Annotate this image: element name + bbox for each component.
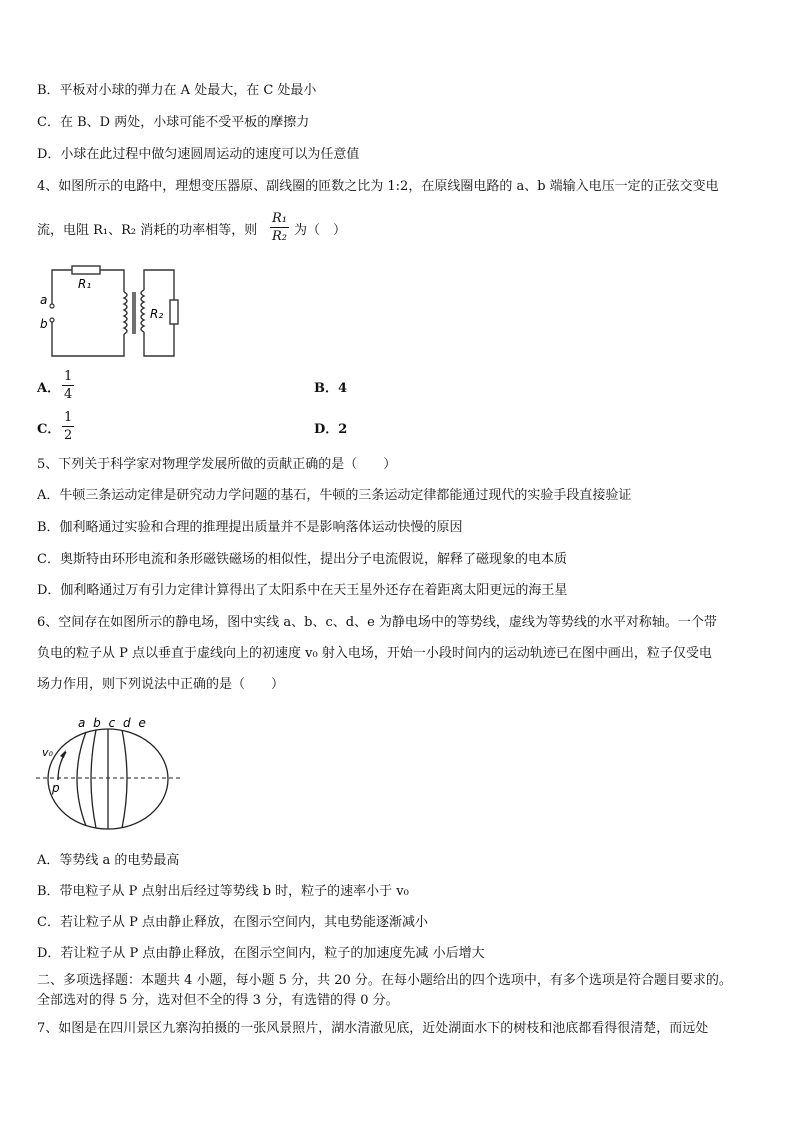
q6-point-p-label: p	[52, 781, 60, 795]
q6-equipotential-labels: a b c d e	[78, 716, 148, 730]
section2-heading-line2: 全部选对的得 5 分，选对但不全的得 3 分，有选错的得 0 分。	[37, 993, 399, 1008]
section2-heading-line1: 二、多项选择题：本题共 4 小题，每小题 5 分，共 20 分。在每小题给出的四个选项中，有多个选项是符合题目要求的。	[37, 973, 732, 988]
q4-option-a-fraction	[62, 369, 74, 402]
q4-option-a-num: 1	[64, 369, 73, 384]
q4-option-d: D．2	[314, 422, 348, 437]
q6-stem-line2: 负电的粒子从 P 点以垂直于虚线向上的初速度 v₀ 射入电场，开始一小段时间内的运动轨迹已在图中画出，粒子仅受电	[37, 646, 712, 661]
q4-stem-line2-a: 流，电阻 R₁、R₂ 消耗的功率相等，则	[37, 223, 258, 238]
q5-option-c: C．奥斯特由环形电流和条形磁铁磁场的相似性，提出分子电流假说，解释了磁现象的电本质	[37, 552, 567, 567]
q3-option-c: C．在 B、D 两处，小球可能不受平板的摩擦力	[37, 115, 310, 130]
q5-option-d: D．伽利略通过万有引力定律计算得出了太阳系中在天王星外还存在着距离太阳更远的海王星	[37, 583, 568, 598]
q3-option-b: B．平板对小球的弹力在 A 处最大，在 C 处最小	[37, 83, 317, 98]
q6-stem-line1: 6、空间存在如图所示的静电场，图中实线 a、b、c、d、e 为静电场中的等势线，虚线为等势线的水平对称轴。一个带	[37, 615, 717, 630]
q5-stem: 5、下列关于科学家对物理学发展所做的贡献正确的是（ ）	[37, 457, 397, 472]
q6-stem-line3: 场力作用，则下列说法中正确的是（ ）	[37, 677, 285, 692]
q4-stem-line2-b: 为（ ）	[294, 223, 347, 238]
q6-v0-label: v₀	[42, 746, 53, 759]
q4-ratio-fraction	[270, 211, 289, 244]
q4-circuit-figure	[36, 262, 186, 362]
q4-r2-label: R₂	[150, 307, 164, 321]
q6-option-c: C．若让粒子从 P 点由静止释放，在图示空间内，其电势能逐渐减小	[37, 915, 428, 930]
q7-stem-line1: 7、如图是在四川景区九寨沟拍摄的一张风景照片，湖水清澈见底，近处湖面水下的树枝和池底都看得很清楚，而远处	[37, 1021, 709, 1036]
q4-option-c-label: C．	[37, 422, 61, 437]
q4-r1-label: R₁	[78, 277, 92, 291]
q6-option-a: A．等势线 a 的电势最高	[37, 853, 180, 868]
q4-stem-line1: 4、如图所示的电路中，理想变压器原、副线圈的匝数之比为 1:2，在原线圈电路的 a、b 端输入电压一定的正弦交变电	[37, 179, 719, 194]
q5-option-b: B．伽利略通过实验和合理的推理提出质量并不是影响落体运动快慢的原因	[37, 520, 463, 535]
q3-option-d: D．小球在此过程中做匀速圆周运动的速度可以为任意值	[37, 147, 360, 162]
q5-option-a: A．牛顿三条运动定律是研究动力学问题的基石，牛顿的三条运动定律都能通过现代的实验手段直接验证	[37, 488, 632, 503]
q4-option-c-fraction	[62, 410, 74, 443]
q4-frac-den: R₂	[272, 229, 287, 244]
q6-field-figure	[36, 712, 186, 832]
q4-option-c-num: 1	[64, 410, 73, 425]
q4-option-b: B．4	[314, 381, 348, 396]
q4-option-a-den: 4	[64, 387, 73, 402]
q4-option-c-den: 2	[64, 428, 73, 443]
q4-frac-num: R₁	[272, 211, 287, 226]
q4-option-a-label: A．	[37, 381, 61, 396]
q6-option-b: B．带电粒子从 P 点射出后经过等势线 b 时，粒子的速率小于 v₀	[37, 884, 409, 899]
q4-terminal-b: b	[40, 317, 48, 331]
q6-option-d: D．若让粒子从 P 点由静止释放，在图示空间内，粒子的加速度先减 小后增大	[37, 946, 485, 961]
q4-terminal-a: a	[40, 293, 48, 307]
